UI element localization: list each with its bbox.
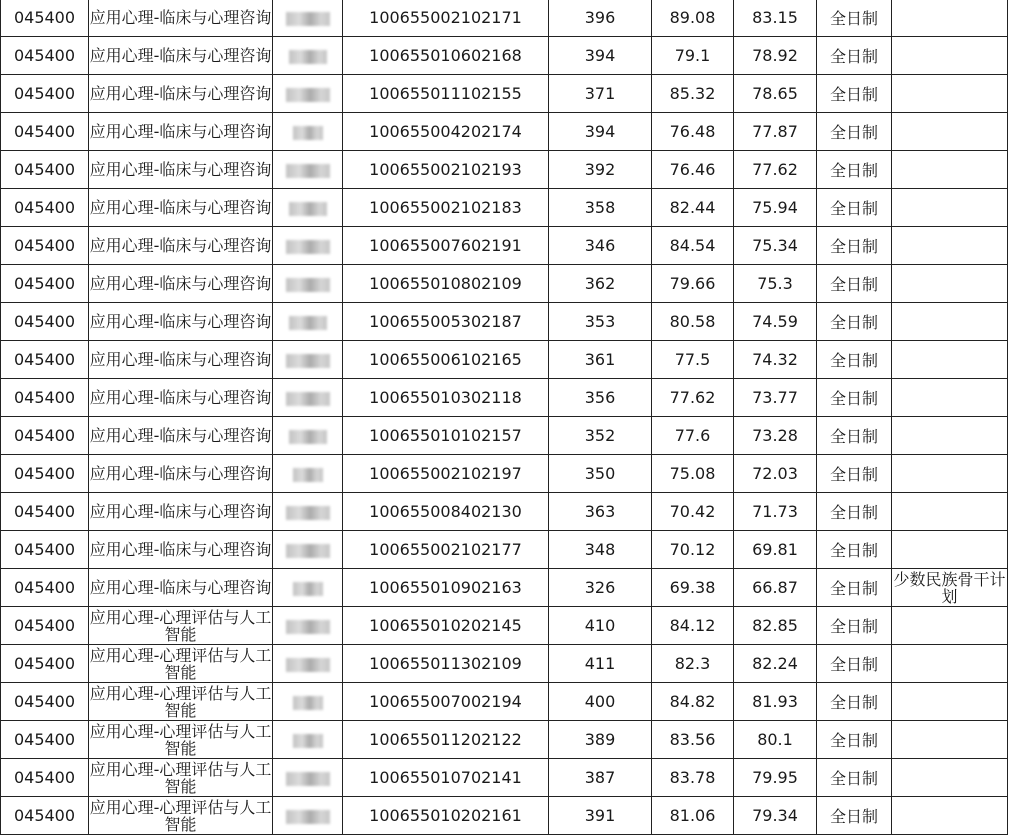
cell-major-name: 应用心理-心理评估与人工智能 [89, 759, 272, 796]
cell-retest-score: 84.12 [652, 607, 734, 645]
cell-study-mode: 全日制 [817, 417, 892, 455]
cell-student-name-redacted [273, 683, 343, 721]
cell-study-mode: 全日制 [817, 683, 892, 721]
cell-retest-score: 77.62 [652, 379, 734, 417]
cell-prelim-score: 362 [549, 265, 652, 303]
cell-total-score: 73.28 [734, 417, 817, 455]
cell-retest-score: 84.54 [652, 227, 734, 265]
table-row [1, 75, 1008, 113]
table-row [1, 113, 1008, 151]
cell-study-mode: 全日制 [817, 37, 892, 75]
cell-study-mode: 全日制 [817, 113, 892, 151]
cell-major-name: 应用心理-临床与心理咨询 [89, 455, 273, 493]
cell-prelim-score: 411 [549, 645, 652, 683]
cell-total-score: 69.81 [734, 531, 817, 569]
cell-major-name: 应用心理-心理评估与人工智能 [89, 607, 272, 644]
cell-remark [892, 379, 1008, 417]
cell-major-code: 045400 [1, 797, 89, 835]
cell-remark [892, 227, 1008, 265]
cell-prelim-score: 396 [549, 0, 652, 37]
cell-exam-number: 100655010202161 [343, 797, 549, 835]
cell-total-score: 79.95 [734, 759, 817, 797]
cell-student-name-redacted [273, 227, 343, 265]
cell-remark [892, 265, 1008, 303]
cell-major-code: 045400 [1, 113, 89, 151]
cell-study-mode: 全日制 [817, 379, 892, 417]
cell-student-name-redacted [273, 303, 343, 341]
cell-student-name-redacted [273, 341, 343, 379]
cell-exam-number: 100655010802109 [343, 265, 549, 303]
cell-prelim-score: 326 [549, 569, 652, 607]
redacted-name-blur [286, 278, 330, 292]
cell-major-code: 045400 [1, 37, 89, 75]
cell-remark [892, 0, 1008, 37]
table-row [1, 151, 1008, 189]
redacted-name-blur [293, 468, 323, 482]
cell-total-score: 82.24 [734, 645, 817, 683]
redacted-name-blur [289, 430, 327, 444]
cell-major-name: 应用心理-临床与心理咨询 [89, 0, 273, 37]
redacted-name-blur [286, 240, 330, 254]
cell-total-score: 81.93 [734, 683, 817, 721]
cell-major-code: 045400 [1, 303, 89, 341]
cell-major-code: 045400 [1, 645, 89, 683]
cell-major-name: 应用心理-临床与心理咨询 [89, 189, 273, 227]
table-row [1, 683, 1008, 721]
cell-prelim-score: 346 [549, 227, 652, 265]
cell-study-mode: 全日制 [817, 607, 892, 645]
table-row [1, 379, 1008, 417]
cell-student-name-redacted [273, 645, 343, 683]
cell-student-name-redacted [273, 569, 343, 607]
cell-total-score: 71.73 [734, 493, 817, 531]
cell-exam-number: 100655010702141 [343, 759, 549, 797]
redacted-name-blur [286, 88, 330, 102]
table-row [1, 797, 1008, 835]
cell-prelim-score: 352 [549, 417, 652, 455]
redacted-name-blur [286, 12, 330, 26]
cell-exam-number: 100655010302118 [343, 379, 549, 417]
cell-student-name-redacted [273, 759, 343, 797]
cell-student-name-redacted [273, 189, 343, 227]
cell-retest-score: 82.3 [652, 645, 734, 683]
cell-retest-score: 76.46 [652, 151, 734, 189]
cell-remark [892, 455, 1008, 493]
cell-major-name: 应用心理-临床与心理咨询 [89, 569, 273, 607]
cell-student-name-redacted [273, 37, 343, 75]
cell-prelim-score: 400 [549, 683, 652, 721]
cell-retest-score: 80.58 [652, 303, 734, 341]
cell-study-mode: 全日制 [817, 531, 892, 569]
cell-prelim-score: 394 [549, 113, 652, 151]
cell-remark [892, 113, 1008, 151]
table-row [1, 759, 1008, 797]
cell-prelim-score: 363 [549, 493, 652, 531]
cell-remark [892, 303, 1008, 341]
cell-student-name-redacted [273, 0, 343, 37]
cell-study-mode: 全日制 [817, 493, 892, 531]
table-row [1, 303, 1008, 341]
table-row [1, 569, 1008, 607]
cell-exam-number: 100655011102155 [343, 75, 549, 113]
cell-total-score: 79.34 [734, 797, 817, 835]
cell-major-code: 045400 [1, 341, 89, 379]
redacted-name-blur [293, 734, 323, 748]
cell-retest-score: 81.06 [652, 797, 734, 835]
cell-student-name-redacted [273, 151, 343, 189]
redacted-name-blur [286, 544, 330, 558]
cell-retest-score: 83.78 [652, 759, 734, 797]
cell-major-name: 应用心理-临床与心理咨询 [89, 151, 273, 189]
cell-major-code: 045400 [1, 417, 89, 455]
cell-student-name-redacted [273, 379, 343, 417]
redacted-name-blur [286, 354, 330, 368]
cell-major-code: 045400 [1, 531, 89, 569]
cell-total-score: 77.87 [734, 113, 817, 151]
cell-study-mode: 全日制 [817, 721, 892, 759]
cell-prelim-score: 353 [549, 303, 652, 341]
redacted-name-blur [286, 506, 330, 520]
cell-total-score: 66.87 [734, 569, 817, 607]
cell-retest-score: 83.56 [652, 721, 734, 759]
cell-retest-score: 84.82 [652, 683, 734, 721]
redacted-name-blur [293, 696, 323, 710]
cell-study-mode: 全日制 [817, 151, 892, 189]
cell-major-code: 045400 [1, 379, 89, 417]
cell-major-code: 045400 [1, 569, 89, 607]
cell-major-name: 应用心理-临床与心理咨询 [89, 379, 273, 417]
cell-retest-score: 70.12 [652, 531, 734, 569]
cell-exam-number: 100655002102183 [343, 189, 549, 227]
cell-major-code: 045400 [1, 455, 89, 493]
redacted-name-blur [289, 50, 327, 64]
cell-remark [892, 189, 1008, 227]
cell-major-name: 应用心理-临床与心理咨询 [89, 531, 273, 569]
cell-exam-number: 100655010202145 [343, 607, 549, 645]
cell-study-mode: 全日制 [817, 227, 892, 265]
cell-remark [892, 37, 1008, 75]
cell-exam-number: 100655002102171 [343, 0, 549, 37]
cell-exam-number: 100655002102197 [343, 455, 549, 493]
cell-total-score: 83.15 [734, 0, 817, 37]
cell-remark [892, 645, 1008, 683]
cell-prelim-score: 356 [549, 379, 652, 417]
cell-retest-score: 76.48 [652, 113, 734, 151]
table-row [1, 189, 1008, 227]
cell-major-code: 045400 [1, 683, 89, 721]
cell-prelim-score: 389 [549, 721, 652, 759]
cell-remark [892, 493, 1008, 531]
cell-major-name: 应用心理-临床与心理咨询 [89, 75, 273, 113]
cell-major-name: 应用心理-心理评估与人工智能 [89, 721, 272, 758]
cell-study-mode: 全日制 [817, 303, 892, 341]
table-row [1, 265, 1008, 303]
cell-total-score: 75.3 [734, 265, 817, 303]
cell-exam-number: 100655010602168 [343, 37, 549, 75]
cell-retest-score: 89.08 [652, 0, 734, 37]
cell-remark [892, 683, 1008, 721]
cell-major-code: 045400 [1, 607, 89, 645]
cell-exam-number: 100655005302187 [343, 303, 549, 341]
cell-remark [892, 531, 1008, 569]
cell-prelim-score: 387 [549, 759, 652, 797]
cell-study-mode: 全日制 [817, 189, 892, 227]
cell-major-name: 应用心理-心理评估与人工智能 [89, 683, 272, 720]
cell-exam-number: 100655002102177 [343, 531, 549, 569]
cell-study-mode: 全日制 [817, 797, 892, 835]
cell-major-name: 应用心理-临床与心理咨询 [89, 303, 273, 341]
cell-exam-number: 100655008402130 [343, 493, 549, 531]
cell-major-name: 应用心理-心理评估与人工智能 [89, 645, 272, 682]
cell-retest-score: 69.38 [652, 569, 734, 607]
cell-prelim-score: 391 [549, 797, 652, 835]
cell-exam-number: 100655002102193 [343, 151, 549, 189]
cell-remark [892, 417, 1008, 455]
cell-exam-number: 100655010102157 [343, 417, 549, 455]
redacted-name-blur [289, 202, 327, 216]
cell-student-name-redacted [273, 265, 343, 303]
table-row [1, 645, 1008, 683]
cell-student-name-redacted [273, 75, 343, 113]
cell-remark [892, 797, 1008, 835]
cell-remark [892, 759, 1008, 797]
cell-total-score: 74.59 [734, 303, 817, 341]
cell-major-name: 应用心理-临床与心理咨询 [89, 113, 273, 151]
cell-remark: 少数民族骨干计划 [893, 569, 1006, 606]
cell-student-name-redacted [273, 113, 343, 151]
cell-major-code: 045400 [1, 265, 89, 303]
cell-retest-score: 85.32 [652, 75, 734, 113]
cell-total-score: 78.92 [734, 37, 817, 75]
cell-exam-number: 100655011202122 [343, 721, 549, 759]
cell-major-name: 应用心理-心理评估与人工智能 [89, 797, 272, 834]
cell-retest-score: 79.66 [652, 265, 734, 303]
cell-major-code: 045400 [1, 0, 89, 37]
cell-prelim-score: 394 [549, 37, 652, 75]
redacted-name-blur [286, 392, 330, 406]
cell-student-name-redacted [273, 607, 343, 645]
cell-major-code: 045400 [1, 227, 89, 265]
cell-study-mode: 全日制 [817, 265, 892, 303]
redacted-name-blur [286, 620, 330, 634]
cell-major-name: 应用心理-临床与心理咨询 [89, 493, 273, 531]
redacted-name-blur [293, 126, 323, 140]
cell-major-code: 045400 [1, 721, 89, 759]
cell-retest-score: 77.6 [652, 417, 734, 455]
cell-exam-number: 100655010902163 [343, 569, 549, 607]
cell-major-name: 应用心理-临床与心理咨询 [89, 417, 273, 455]
cell-student-name-redacted [273, 531, 343, 569]
cell-exam-number: 100655011302109 [343, 645, 549, 683]
redacted-name-blur [286, 810, 330, 824]
cell-student-name-redacted [273, 493, 343, 531]
cell-major-code: 045400 [1, 759, 89, 797]
cell-prelim-score: 410 [549, 607, 652, 645]
cell-student-name-redacted [273, 455, 343, 493]
cell-total-score: 80.1 [734, 721, 817, 759]
cell-study-mode: 全日制 [817, 455, 892, 493]
table-row [1, 531, 1008, 569]
cell-student-name-redacted [273, 721, 343, 759]
cell-study-mode: 全日制 [817, 341, 892, 379]
cell-major-name: 应用心理-临床与心理咨询 [89, 265, 273, 303]
cell-major-code: 045400 [1, 75, 89, 113]
redacted-name-blur [289, 316, 327, 330]
cell-retest-score: 70.42 [652, 493, 734, 531]
cell-exam-number: 100655007002194 [343, 683, 549, 721]
cell-total-score: 74.32 [734, 341, 817, 379]
cell-major-code: 045400 [1, 151, 89, 189]
cell-study-mode: 全日制 [817, 75, 892, 113]
redacted-name-blur [293, 582, 323, 596]
table-row [1, 341, 1008, 379]
redacted-name-blur [286, 164, 330, 178]
cell-study-mode: 全日制 [817, 759, 892, 797]
table-row [1, 0, 1008, 37]
cell-exam-number: 100655006102165 [343, 341, 549, 379]
cell-major-name: 应用心理-临床与心理咨询 [89, 341, 273, 379]
table-row [1, 607, 1008, 645]
table-row [1, 37, 1008, 75]
cell-remark [892, 607, 1008, 645]
table-row [1, 417, 1008, 455]
cell-total-score: 82.85 [734, 607, 817, 645]
cell-study-mode: 全日制 [817, 569, 892, 607]
cell-remark [892, 151, 1008, 189]
cell-remark [892, 721, 1008, 759]
cell-remark [892, 341, 1008, 379]
cell-prelim-score: 358 [549, 189, 652, 227]
cell-total-score: 72.03 [734, 455, 817, 493]
cell-exam-number: 100655007602191 [343, 227, 549, 265]
cell-retest-score: 77.5 [652, 341, 734, 379]
cell-major-name: 应用心理-临床与心理咨询 [89, 37, 273, 75]
table-row [1, 455, 1008, 493]
cell-study-mode: 全日制 [817, 0, 892, 37]
cell-total-score: 75.94 [734, 189, 817, 227]
cell-exam-number: 100655004202174 [343, 113, 549, 151]
cell-retest-score: 82.44 [652, 189, 734, 227]
table-body [1, 0, 1008, 835]
redacted-name-blur [286, 772, 330, 786]
table-row [1, 721, 1008, 759]
cell-student-name-redacted [273, 797, 343, 835]
cell-major-code: 045400 [1, 189, 89, 227]
cell-study-mode: 全日制 [817, 645, 892, 683]
cell-major-name: 应用心理-临床与心理咨询 [89, 227, 273, 265]
cell-prelim-score: 361 [549, 341, 652, 379]
cell-total-score: 77.62 [734, 151, 817, 189]
cell-total-score: 75.34 [734, 227, 817, 265]
cell-prelim-score: 348 [549, 531, 652, 569]
cell-remark [892, 75, 1008, 113]
cell-prelim-score: 392 [549, 151, 652, 189]
cell-student-name-redacted [273, 417, 343, 455]
cell-prelim-score: 371 [549, 75, 652, 113]
cell-retest-score: 75.08 [652, 455, 734, 493]
cell-major-code: 045400 [1, 493, 89, 531]
cell-total-score: 73.77 [734, 379, 817, 417]
redacted-name-blur [286, 658, 330, 672]
cell-total-score: 78.65 [734, 75, 817, 113]
cell-retest-score: 79.1 [652, 37, 734, 75]
table-row [1, 227, 1008, 265]
table-row [1, 493, 1008, 531]
cell-prelim-score: 350 [549, 455, 652, 493]
